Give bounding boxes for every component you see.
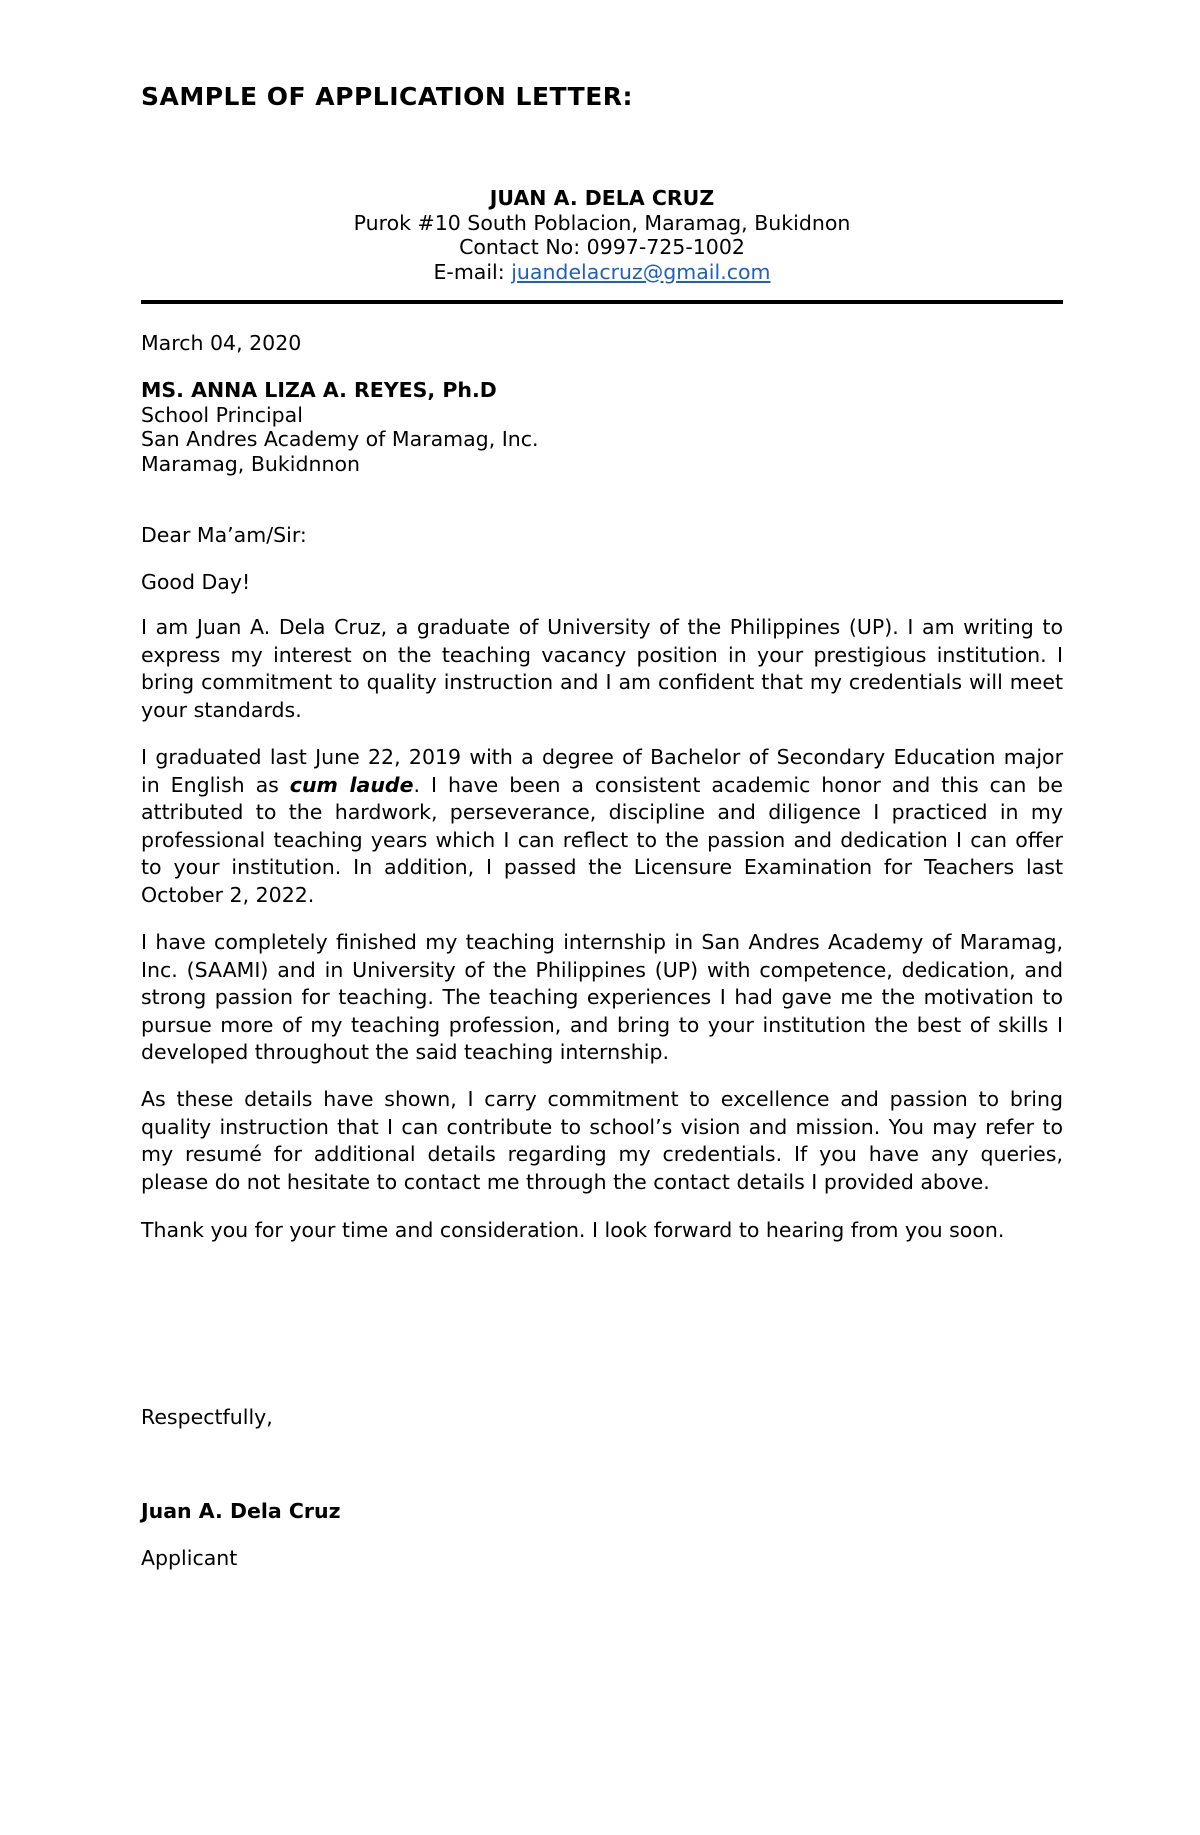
paragraph-thanks: Thank you for your time and consideration. I look forward to hearing from you soon.	[141, 1218, 1005, 1242]
recipient-location: Maramag, Bukidnnon	[141, 451, 360, 476]
header-divider	[141, 300, 1063, 304]
paragraph-commitment: As these details have shown, I carry commitment to excellence and passion to bring quality instruction that I can contribute to school’s vision and mission. You may refer to my resumé for additional details regarding my credentials. If you have any queries, please do not hesitate to contact me through the contact details I provided above.	[141, 1087, 1063, 1194]
email-label: E-mail:	[433, 259, 512, 284]
recipient-block	[141, 378, 1063, 476]
greeting: Good Day!	[141, 570, 251, 594]
sender-contact: Contact No: 0997-725-1002	[459, 235, 745, 259]
salutation: Dear Ma’am/Sir:	[141, 523, 307, 547]
document-title: SAMPLE OF APPLICATION LETTER:	[141, 82, 634, 111]
signature-role: Applicant	[141, 1546, 238, 1570]
recipient-name: MS. ANNA LIZA A. REYES, Ph.D	[141, 378, 497, 402]
sender-header	[141, 186, 1063, 284]
paragraph-education-start: I graduated last June 22, 2019 with a degree of Bachelor of Secondary Education major in English as	[141, 745, 1063, 797]
paragraph-education	[141, 744, 1063, 909]
sender-name: JUAN A. DELA CRUZ	[489, 186, 715, 210]
sender-email-line	[141, 260, 1063, 285]
honor-emphasis: cum laude	[289, 772, 414, 797]
signature-name: Juan A. Dela Cruz	[141, 1499, 341, 1523]
email-link[interactable]: juandelacruz@gmail.com	[511, 259, 771, 284]
recipient-school: San Andres Academy of Maramag, Inc.	[141, 427, 539, 451]
sender-address: Purok #10 South Poblacion, Maramag, Bukidnon	[353, 210, 851, 235]
recipient-position: School Principal	[141, 402, 303, 427]
paragraph-internship: I have completely finished my teaching internship in San Andres Academy of Maramag, Inc. (SAAMI) and in University of the Philippines (UP) with competence, dedication, and strong passion for teaching. The teaching experiences I had gave me the motivation to pursue more of my teaching profession, and bring to your institution the best of skills I developed throughout the said teaching internship.	[141, 930, 1063, 1064]
paragraph-education-end: . I have been a consistent academic honor and this can be attributed to the hardwork, perseverance, discipline and diligence I practiced in my professional teaching years which I can reflect to the passion and dedication I can offer to your institution. In addition, I passed the Licensure Examination for Teachers last October 2, 2022.	[141, 772, 1063, 907]
closing: Respectfully,	[141, 1405, 273, 1429]
letter-date: March 04, 2020	[141, 331, 302, 355]
paragraph-introduction: I am Juan A. Dela Cruz, a graduate of University of the Philippines (UP). I am writing to express my interest on the teaching vacancy position in your prestigious institution. I bring commitment to quality instruction and I am confident that my credentials will meet your standards.	[141, 615, 1063, 722]
